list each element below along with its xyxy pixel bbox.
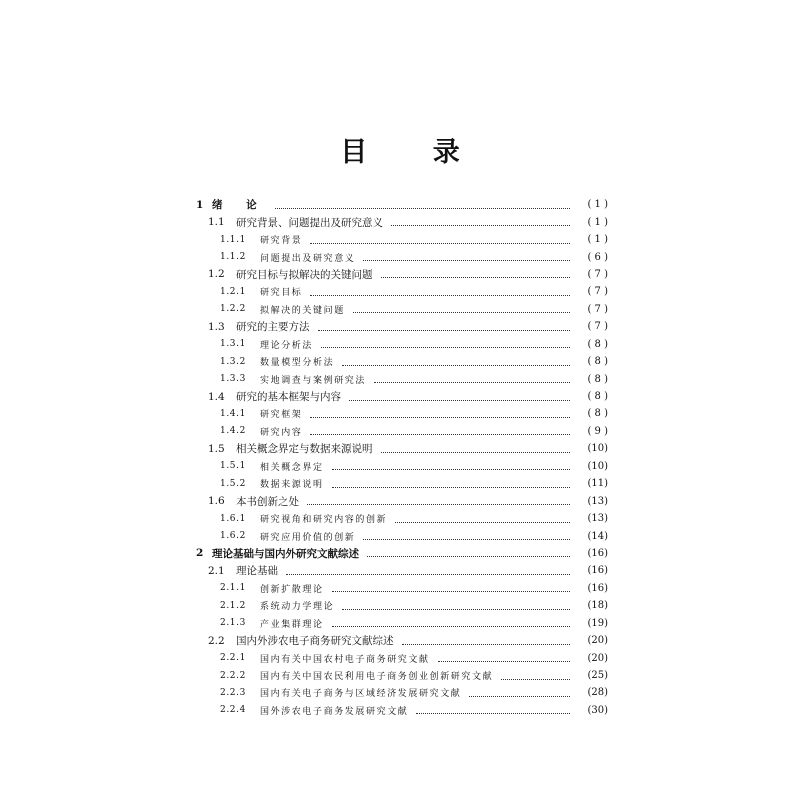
toc-entry-number: 1.4 — [208, 390, 225, 403]
dot-leader — [310, 433, 570, 435]
toc-entry-title: 国外涉农电子商务发展研究文献 — [260, 706, 409, 717]
dot-leader — [381, 451, 571, 453]
dot-leader — [286, 573, 570, 575]
toc-entry-level-3 — [196, 405, 608, 422]
toc-entry-level-3 — [196, 475, 608, 492]
toc-entry-level-2 — [196, 492, 608, 509]
toc-entry-title: 相关概念界定与数据来源说明 — [236, 443, 373, 456]
toc-entry-page: (20) — [587, 635, 608, 647]
toc-entry-page: ( 8 ) — [587, 391, 608, 403]
dot-leader — [310, 416, 570, 418]
toc-entry-page: ( 9 ) — [587, 425, 608, 437]
toc-entry-title: 产业集群理论 — [260, 619, 324, 630]
toc-entry-page: (10) — [587, 443, 608, 455]
toc-entry-page: ( 1 ) — [587, 199, 608, 211]
toc-entry-title: 理论基础 — [236, 565, 278, 578]
toc-entry-page: (16) — [587, 547, 608, 559]
toc-entry-title: 数量模型分析法 — [260, 358, 335, 369]
toc-entry-level-3 — [196, 667, 608, 684]
dot-leader — [367, 555, 570, 557]
toc-entry-number: 1.4.1 — [220, 408, 246, 419]
toc-entry-title: 拟解决的关键问题 — [260, 305, 345, 316]
toc-entry-page: ( 7 ) — [587, 268, 608, 280]
toc-entry-page: ( 8 ) — [587, 356, 608, 368]
toc-entry-title: 国内有关中国农村电子商务研究文献 — [260, 654, 430, 665]
toc-entry-page: (10) — [587, 460, 608, 472]
dot-leader — [332, 625, 570, 627]
toc-entry-title: 研究视角和研究内容的创新 — [260, 515, 388, 526]
dot-leader — [363, 538, 570, 540]
toc-entry-level-2 — [196, 318, 608, 335]
toc-entry-title: 绪 论 — [212, 199, 267, 212]
toc-entry-number: 1.1 — [208, 216, 225, 229]
toc-entry-level-2 — [196, 213, 608, 230]
toc-entry-title: 理论分析法 — [260, 340, 314, 351]
toc-entry-title: 研究应用价值的创新 — [260, 532, 356, 543]
toc-entry-title: 研究背景 — [260, 236, 303, 247]
toc-entry-title: 系统动力学理论 — [260, 602, 335, 613]
toc-entry-number: 1.1.2 — [220, 252, 246, 263]
toc-entry-title: 数据来源说明 — [260, 480, 324, 491]
toc-entry-title: 国内有关电子商务与区域经济发展研究文献 — [260, 689, 462, 700]
toc-entry-number: 2.2.3 — [220, 687, 246, 698]
dot-leader — [332, 590, 570, 592]
toc-entry-number: 2.2 — [208, 634, 225, 647]
toc-entry-level-3 — [196, 458, 608, 475]
toc-entry-page: (18) — [587, 600, 608, 612]
toc-entry-page: ( 7 ) — [587, 303, 608, 315]
toc-entry-title: 本书创新之处 — [236, 495, 299, 508]
dot-leader — [318, 329, 571, 331]
toc-entry-page: (16) — [587, 582, 608, 594]
toc-entry-number: 2.1 — [208, 564, 225, 577]
dot-leader — [469, 695, 570, 697]
toc-entry-level-2 — [196, 266, 608, 283]
toc-entry-page: ( 6 ) — [587, 251, 608, 263]
toc-entry-number: 1.3.1 — [220, 339, 246, 350]
toc-entry-title: 研究目标 — [260, 288, 303, 299]
toc-entry-title: 研究的基本框架与内容 — [236, 391, 341, 404]
toc-entry-page: ( 8 ) — [587, 338, 608, 350]
toc-entry-number: 1.2.2 — [220, 304, 246, 315]
toc-entry-page: (13) — [587, 513, 608, 525]
page-title: 目 录 — [340, 137, 488, 168]
dot-leader — [391, 224, 570, 226]
dot-leader — [310, 242, 570, 244]
toc-entry-number: 1.3 — [208, 320, 225, 333]
toc-entry-number: 1.3.2 — [220, 356, 246, 367]
toc-entry-number: 1.6.2 — [220, 531, 246, 542]
toc-entry-level-3 — [196, 370, 608, 387]
dot-leader — [501, 678, 570, 680]
table-of-contents — [196, 196, 608, 719]
toc-entry-number: 2.2.4 — [220, 705, 246, 716]
dot-leader — [321, 346, 570, 348]
toc-entry-level-3 — [196, 336, 608, 353]
toc-entry-level-3 — [196, 510, 608, 527]
toc-entry-level-2 — [196, 562, 608, 579]
toc-entry-title: 研究框架 — [260, 410, 303, 421]
toc-entry-title: 国内外涉农电子商务研究文献综述 — [236, 635, 394, 648]
toc-entry-level-3 — [196, 597, 608, 614]
dot-leader — [381, 276, 571, 278]
dot-leader — [332, 468, 570, 470]
toc-entry-number: 2.1.1 — [220, 583, 246, 594]
toc-entry-page: ( 8 ) — [587, 373, 608, 385]
toc-entry-number: 1.4.2 — [220, 426, 246, 437]
toc-entry-level-1 — [196, 545, 608, 562]
toc-entry-level-3 — [196, 248, 608, 265]
toc-entry-level-3 — [196, 527, 608, 544]
toc-entry-level-3 — [196, 684, 608, 701]
toc-entry-page: ( 7 ) — [587, 286, 608, 298]
toc-entry-level-3 — [196, 301, 608, 318]
toc-entry-title: 实地调查与案例研究法 — [260, 375, 367, 386]
toc-entry-number: 1 — [196, 198, 204, 211]
toc-entry-title: 研究内容 — [260, 427, 303, 438]
toc-entry-title: 问题提出及研究意义 — [260, 253, 356, 264]
toc-entry-level-2 — [196, 388, 608, 405]
toc-entry-number: 1.2.1 — [220, 286, 246, 297]
toc-entry-level-3 — [196, 353, 608, 370]
dot-leader — [363, 259, 570, 261]
dot-leader — [310, 294, 570, 296]
toc-entry-number: 1.6 — [208, 495, 225, 508]
dot-leader — [395, 521, 570, 523]
toc-entry-number: 1.5.1 — [220, 461, 246, 472]
toc-entry-page: (13) — [587, 495, 608, 507]
toc-entry-level-1 — [196, 196, 608, 213]
toc-entry-number: 2 — [196, 547, 204, 560]
dot-leader — [349, 399, 570, 401]
dot-leader — [374, 381, 570, 383]
toc-entry-level-3 — [196, 231, 608, 248]
toc-entry-level-3 — [196, 423, 608, 440]
toc-entry-page: ( 7 ) — [587, 321, 608, 333]
toc-entry-number: 2.1.3 — [220, 618, 246, 629]
dot-leader — [402, 643, 571, 645]
toc-entry-title: 研究背景、问题提出及研究意义 — [236, 216, 383, 229]
toc-entry-number: 1.5 — [208, 442, 225, 455]
toc-entry-title: 理论基础与国内外研究文献综述 — [212, 547, 359, 560]
dot-leader — [438, 660, 570, 662]
toc-entry-title: 国内有关中国农民利用电子商务创业创新研究文献 — [260, 672, 494, 683]
toc-entry-level-3 — [196, 615, 608, 632]
toc-entry-page: (20) — [587, 652, 608, 664]
toc-entry-page: ( 1 ) — [587, 234, 608, 246]
toc-entry-page: (30) — [587, 704, 608, 716]
toc-entry-title: 研究目标与拟解决的关键问题 — [236, 268, 373, 281]
toc-entry-page: (28) — [587, 687, 608, 699]
dot-leader — [342, 364, 570, 366]
dot-leader — [332, 486, 570, 488]
dot-leader — [275, 207, 570, 209]
toc-entry-page: (14) — [587, 530, 608, 542]
toc-entry-page: ( 1 ) — [587, 216, 608, 228]
toc-entry-page: (25) — [587, 670, 608, 682]
dot-leader — [342, 608, 570, 610]
toc-entry-page: (19) — [587, 617, 608, 629]
toc-entry-level-3 — [196, 702, 608, 719]
toc-entry-level-3 — [196, 580, 608, 597]
toc-entry-number: 2.1.2 — [220, 600, 246, 611]
toc-entry-title: 创新扩散理论 — [260, 584, 324, 595]
toc-entry-number: 1.3.3 — [220, 374, 246, 385]
dot-leader — [353, 311, 570, 313]
toc-entry-page: ( 8 ) — [587, 408, 608, 420]
toc-entry-number: 1.6.1 — [220, 513, 246, 524]
toc-entry-level-3 — [196, 283, 608, 300]
toc-entry-number: 2.2.1 — [220, 653, 246, 664]
toc-entry-page: (16) — [587, 565, 608, 577]
toc-entry-level-2 — [196, 632, 608, 649]
toc-entry-number: 1.5.2 — [220, 478, 246, 489]
toc-entry-page: (11) — [587, 478, 608, 490]
toc-entry-number: 2.2.2 — [220, 670, 246, 681]
toc-entry-level-2 — [196, 440, 608, 457]
toc-entry-level-3 — [196, 649, 608, 666]
toc-entry-number: 1.1.1 — [220, 234, 246, 245]
toc-entry-number: 1.2 — [208, 268, 225, 281]
toc-entry-title: 研究的主要方法 — [236, 321, 310, 334]
dot-leader — [416, 712, 570, 714]
toc-entry-title: 相关概念界定 — [260, 462, 324, 473]
dot-leader — [307, 503, 570, 505]
